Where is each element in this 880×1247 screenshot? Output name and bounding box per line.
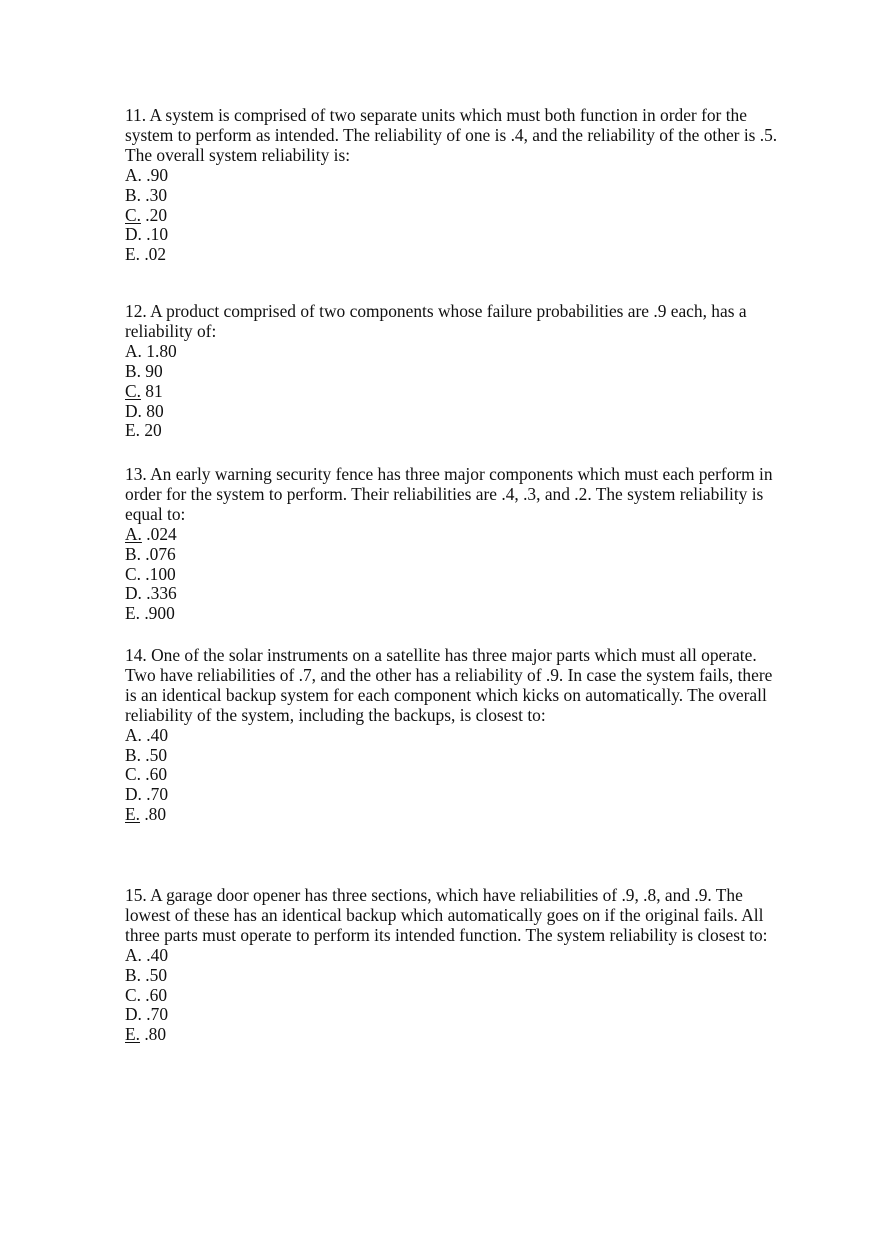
option-value: .076 — [140, 543, 176, 564]
option-letter: B. — [125, 360, 141, 381]
option-c — [125, 382, 785, 402]
option-e — [125, 805, 785, 825]
question-11-text: 11. A system is comprised of two separate units which must both function in order for the system to perform as intended. The reliability of one is .4, and the reliability of the other is .5. The overall system reliability is: — [125, 105, 778, 165]
question-12-options — [125, 342, 785, 442]
option-c — [125, 206, 785, 226]
option-value: .100 — [140, 563, 176, 584]
option-b — [125, 545, 785, 565]
option-value: .50 — [140, 964, 168, 985]
option-d — [125, 1005, 785, 1025]
option-value: .900 — [139, 603, 175, 624]
option-value: .70 — [141, 1004, 169, 1025]
option-d — [125, 225, 785, 245]
option-a — [125, 525, 785, 545]
option-value: .02 — [139, 244, 167, 265]
option-d — [125, 785, 785, 805]
option-letter: C. — [125, 764, 141, 785]
question-15-options — [125, 946, 785, 1046]
option-value: .50 — [140, 744, 168, 765]
option-letter: C. — [125, 984, 141, 1005]
option-letter: D. — [125, 583, 142, 604]
question-13-options — [125, 525, 785, 625]
option-b — [125, 362, 785, 382]
question-14-options — [125, 726, 785, 826]
option-value: .90 — [141, 164, 169, 185]
option-e — [125, 604, 785, 624]
option-letter: A. — [125, 340, 142, 361]
option-letter: D. — [125, 224, 142, 245]
option-d — [125, 402, 785, 422]
option-d — [125, 584, 785, 604]
option-value: .40 — [141, 944, 169, 965]
option-letter: A. — [125, 724, 142, 745]
question-14 — [125, 646, 785, 825]
option-value: .80 — [139, 1024, 167, 1045]
option-a — [125, 342, 785, 362]
option-value: .20 — [140, 204, 168, 225]
question-12 — [125, 302, 785, 441]
option-e — [125, 421, 785, 441]
question-12-text: 12. A product comprised of two components whose failure probabilities are .9 each, has a reliability of: — [125, 301, 747, 341]
option-letter: B. — [125, 744, 141, 765]
option-c — [125, 765, 785, 785]
option-e — [125, 1025, 785, 1045]
option-value: .336 — [141, 583, 177, 604]
option-value: .40 — [141, 724, 169, 745]
option-letter: C. — [125, 563, 141, 584]
option-letter: D. — [125, 1004, 142, 1025]
option-value: 20 — [139, 420, 162, 441]
option-letter-underlined: E. — [125, 1024, 140, 1045]
question-13 — [125, 465, 785, 624]
option-letter: E. — [125, 420, 140, 441]
option-value: .60 — [140, 984, 168, 1005]
option-letter: B. — [125, 964, 141, 985]
option-a — [125, 946, 785, 966]
option-letter-underlined: A. — [125, 523, 142, 544]
option-value: .80 — [139, 804, 167, 825]
option-value: .60 — [140, 764, 168, 785]
option-letter: B. — [125, 543, 141, 564]
option-letter-underlined: C. — [125, 380, 141, 401]
option-b — [125, 186, 785, 206]
option-value: 1.80 — [141, 340, 177, 361]
question-15 — [125, 886, 785, 1045]
option-value: 80 — [141, 400, 164, 421]
option-a — [125, 166, 785, 186]
question-13-text: 13. An early warning security fence has three major components which must each perform in order for the system to perform. Their reliabilities are .4, .3, and .2. The system reliability is equal to: — [125, 464, 773, 524]
option-letter: D. — [125, 400, 142, 421]
option-value: .10 — [141, 224, 169, 245]
option-letter: A. — [125, 944, 142, 965]
option-value: .024 — [141, 523, 177, 544]
option-letter: D. — [125, 784, 142, 805]
option-value: 90 — [140, 360, 163, 381]
option-letter-underlined: E. — [125, 804, 140, 825]
question-15-text: 15. A garage door opener has three sections, which have reliabilities of .9, .8, and .9. The lowest of these has an identical backup which automatically goes on if the original fails. All three parts must operate to perform its intended function. The system reliability is closest to: — [125, 885, 768, 945]
question-11-options — [125, 166, 785, 266]
option-letter: A. — [125, 164, 142, 185]
option-a — [125, 726, 785, 746]
option-value: .30 — [140, 184, 168, 205]
option-value: 81 — [140, 380, 163, 401]
option-c — [125, 565, 785, 585]
option-letter-underlined: C. — [125, 204, 141, 225]
option-letter: E. — [125, 244, 140, 265]
option-letter: B. — [125, 184, 141, 205]
question-14-text: 14. One of the solar instruments on a satellite has three major parts which must all operate. Two have reliabilities of .7, and the other has a reliability of .9. In case the system fails, there is an identical backup system for each component which kicks on automatically. The overall reliability of the system, including the backups, is closest to: — [125, 645, 773, 725]
option-b — [125, 966, 785, 986]
question-11 — [125, 106, 785, 265]
option-b — [125, 746, 785, 766]
option-letter: E. — [125, 603, 140, 624]
option-c — [125, 986, 785, 1006]
option-e — [125, 245, 785, 265]
option-value: .70 — [141, 784, 169, 805]
